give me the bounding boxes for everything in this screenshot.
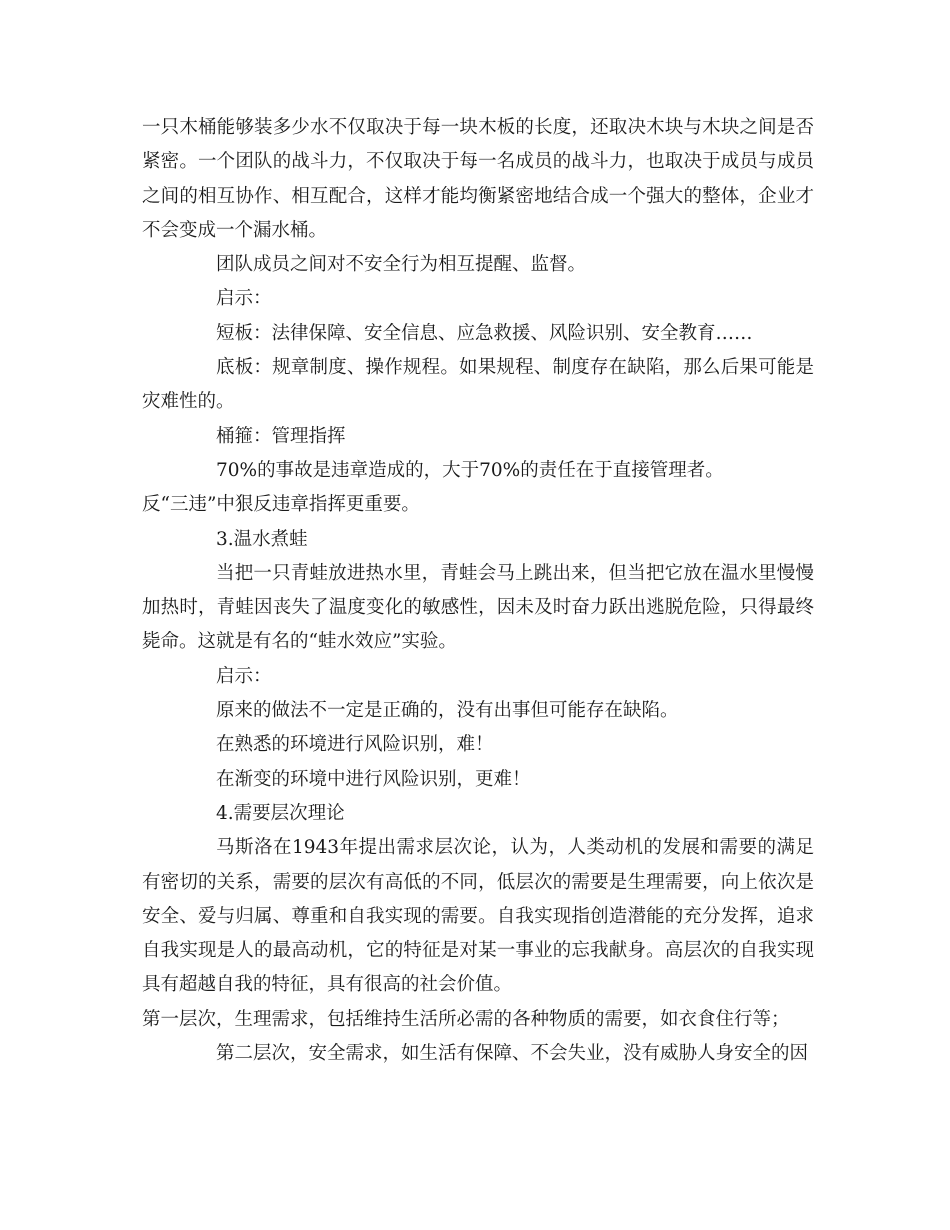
paragraph-familiar-environment: 在熟悉的环境进行风险识别，难！	[216, 734, 494, 756]
paragraph-bucket-hoop: 桶箍：管理指挥	[216, 425, 346, 447]
paragraph-frog-experiment: 当把一只青蛙放进热水里，青蛙会马上跳出来，但当把它放在温水里慢慢加热时，青蛙因丧失了温度变化的敏感性，因未及时奋力跃出逃脱危险，只得最终毙命。这就是有名的“蛙水效应”实验。	[142, 562, 814, 653]
paragraph-level-two-safety: 第二层次，安全需求，如生活有保障、不会失业，没有威胁人身安全的因	[216, 1043, 809, 1065]
paragraph-inspiration-label: 启示：	[216, 288, 272, 310]
paragraph-short-board: 短板：法律保障、安全信息、应急救援、风险识别、安全教育……	[216, 322, 753, 344]
paragraph-maslow-theory: 马斯洛在1943年提出需求层次论，认为，人类动机的发展和需要的满足有密切的关系，需要的层次有高低的不同，低层次的需要是生理需要，向上依次是安全、爱与归属、尊重和自我实现的需要。自我实现指创造潜能的充分发挥，追求自我实现是人的最高动机，它的特征是对某一事业的忘我献身。高层次的自我实现具有超越自我的特征，具有很高的社会价值。	[142, 837, 814, 996]
paragraph-old-practice: 原来的做法不一定是正确的，没有出事但可能存在缺陷。	[216, 700, 679, 722]
paragraph-accident-statistic: 70%的事故是违章造成的，大于70%的责任在于直接管理者。	[216, 459, 724, 481]
document-body	[142, 111, 814, 1071]
section-heading-hierarchy-needs: 4.需要层次理论	[216, 802, 345, 824]
paragraph-wooden-bucket-teamwork: 一只木桶能够装多少水不仅取决于每一块木板的长度，还取决木块与木块之间是否紧密。一个团队的战斗力，不仅取决于每一名成员的战斗力，也取决于成员与成员之间的相互协作、相互配合，这样才能均衡紧密地结合成一个强大的整体，企业才不会变成一个漏水桶。	[142, 117, 814, 241]
paragraph-team-supervision: 团队成员之间对不安全行为相互提醒、监督。	[216, 254, 587, 276]
paragraph-anti-violation: 反“三违”中狠反违章指挥更重要。	[142, 494, 420, 516]
paragraph-level-one-physiological: 第一层次，生理需求，包括维持生活所必需的各种物质的需要，如衣食住行等；	[142, 1008, 790, 1030]
paragraph-inspiration-label-2: 启示：	[216, 665, 272, 687]
paragraph-changing-environment: 在渐变的环境中进行风险识别，更难！	[216, 768, 531, 790]
section-heading-boiling-frog: 3.温水煮蛙	[216, 528, 308, 550]
paragraph-bottom-board: 底板：规章制度、操作规程。如果规程、制度存在缺陷，那么后果可能是灾难性的。	[142, 357, 814, 413]
